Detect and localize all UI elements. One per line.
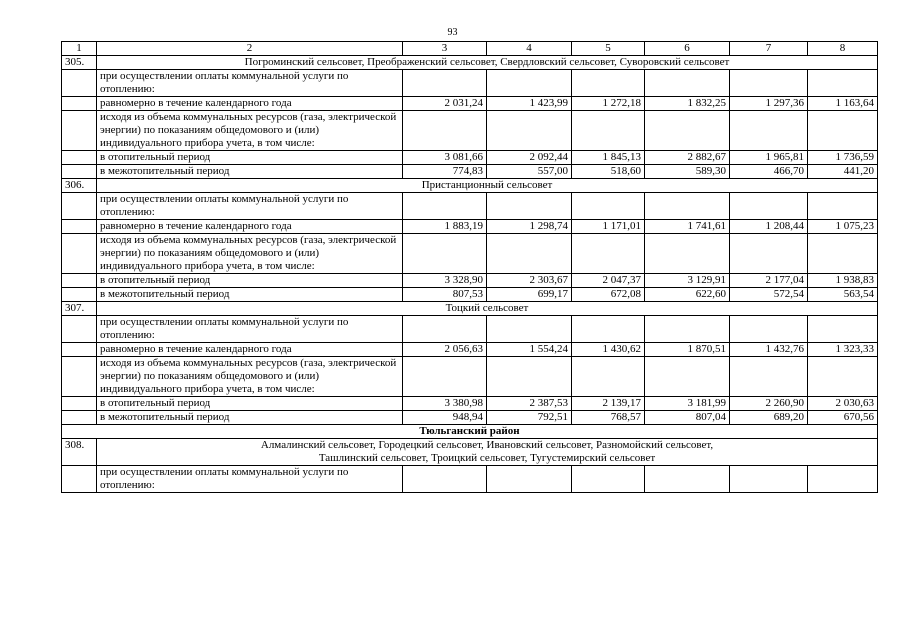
section-title bbox=[97, 439, 878, 466]
tariff-value: 1 430,62 bbox=[572, 343, 645, 357]
empty-cell bbox=[730, 193, 808, 220]
payment-heading-row bbox=[62, 193, 878, 220]
empty-cell bbox=[487, 111, 572, 151]
tariff-value: 1 845,13 bbox=[572, 151, 645, 165]
empty-cell bbox=[62, 70, 97, 97]
tariff-value: 1 297,36 bbox=[730, 97, 808, 111]
column-number-header: 5 bbox=[572, 42, 645, 56]
empty-cell bbox=[572, 193, 645, 220]
tariff-value: 1 870,51 bbox=[645, 343, 730, 357]
empty-cell bbox=[62, 111, 97, 151]
empty-cell bbox=[403, 316, 487, 343]
tariff-value: 3 380,98 bbox=[403, 397, 487, 411]
tariff-value: 699,17 bbox=[487, 288, 572, 302]
empty-cell bbox=[572, 70, 645, 97]
tariff-value: 1 883,19 bbox=[403, 220, 487, 234]
empty-cell bbox=[572, 234, 645, 274]
section-title-row bbox=[62, 302, 878, 316]
tariff-value: 466,70 bbox=[730, 165, 808, 179]
section-title-line: Алмалинский сельсовет, Городецкий сельсовет, Ивановский сельсовет, Разномойский сельсовет, bbox=[260, 439, 714, 451]
empty-cell bbox=[403, 466, 487, 493]
tariff-value: 2 177,04 bbox=[730, 274, 808, 288]
empty-cell bbox=[62, 343, 97, 357]
non-heating-period-row bbox=[62, 288, 878, 302]
row-number: 307. bbox=[62, 302, 97, 316]
tariff-value: 2 056,63 bbox=[403, 343, 487, 357]
row-label: исходя из объема коммунальных ресурсов (газа, электрической энергии) по показаниям общедомового и (или) индивидуального прибора учета, в том числе: bbox=[97, 111, 403, 151]
empty-cell bbox=[808, 234, 878, 274]
empty-cell bbox=[487, 466, 572, 493]
tariff-value: 2 047,37 bbox=[572, 274, 645, 288]
row-label: исходя из объема коммунальных ресурсов (газа, электрической энергии) по показаниям общедомового и (или) индивидуального прибора учета, в том числе: bbox=[97, 234, 403, 274]
row-number: 308. bbox=[62, 439, 97, 466]
column-number-header: 3 bbox=[403, 42, 487, 56]
header-row bbox=[62, 42, 878, 56]
row-label: в отопительный период bbox=[97, 274, 403, 288]
empty-cell bbox=[487, 234, 572, 274]
tariff-value: 807,53 bbox=[403, 288, 487, 302]
tariff-value: 572,54 bbox=[730, 288, 808, 302]
row-label: исходя из объема коммунальных ресурсов (газа, электрической энергии) по показаниям общедомового и (или) индивидуального прибора учета, в том числе: bbox=[97, 357, 403, 397]
empty-cell bbox=[62, 274, 97, 288]
empty-cell bbox=[62, 397, 97, 411]
empty-cell bbox=[572, 466, 645, 493]
empty-cell bbox=[62, 316, 97, 343]
by-volume-heading-row bbox=[62, 357, 878, 397]
tariff-value: 1 163,64 bbox=[808, 97, 878, 111]
empty-cell bbox=[645, 466, 730, 493]
tariff-value: 768,57 bbox=[572, 411, 645, 425]
empty-cell bbox=[645, 357, 730, 397]
uniform-row bbox=[62, 97, 878, 111]
empty-cell bbox=[645, 193, 730, 220]
empty-cell bbox=[403, 70, 487, 97]
empty-cell bbox=[487, 357, 572, 397]
tariff-value: 1 741,61 bbox=[645, 220, 730, 234]
tariff-value: 1 323,33 bbox=[808, 343, 878, 357]
tariff-value: 2 882,67 bbox=[645, 151, 730, 165]
tariff-value: 1 965,81 bbox=[730, 151, 808, 165]
tariff-value: 589,30 bbox=[645, 165, 730, 179]
empty-cell bbox=[62, 165, 97, 179]
payment-heading-row bbox=[62, 466, 878, 493]
tariff-value: 2 092,44 bbox=[487, 151, 572, 165]
empty-cell bbox=[403, 357, 487, 397]
payment-heading-row bbox=[62, 70, 878, 97]
row-label: равномерно в течение календарного года bbox=[97, 220, 403, 234]
tariff-table bbox=[61, 41, 878, 493]
empty-cell bbox=[62, 288, 97, 302]
empty-cell bbox=[645, 70, 730, 97]
tariff-value: 689,20 bbox=[730, 411, 808, 425]
empty-cell bbox=[730, 111, 808, 151]
by-volume-heading-row bbox=[62, 234, 878, 274]
empty-cell bbox=[808, 357, 878, 397]
empty-cell bbox=[645, 234, 730, 274]
empty-cell bbox=[645, 316, 730, 343]
empty-cell bbox=[487, 316, 572, 343]
tariff-value: 441,20 bbox=[808, 165, 878, 179]
uniform-row bbox=[62, 220, 878, 234]
row-number: 305. bbox=[62, 56, 97, 70]
row-label: в отопительный период bbox=[97, 397, 403, 411]
by-volume-heading-row bbox=[62, 111, 878, 151]
empty-cell bbox=[730, 316, 808, 343]
column-number-header: 1 bbox=[62, 42, 97, 56]
column-number-header: 2 bbox=[97, 42, 403, 56]
uniform-row bbox=[62, 343, 878, 357]
tariff-value: 2 031,24 bbox=[403, 97, 487, 111]
row-label: в отопительный период bbox=[97, 151, 403, 165]
section-title-row bbox=[62, 439, 878, 466]
tariff-value: 1 298,74 bbox=[487, 220, 572, 234]
heating-period-row bbox=[62, 274, 878, 288]
row-number: 306. bbox=[62, 179, 97, 193]
tariff-value: 1 272,18 bbox=[572, 97, 645, 111]
section-title: Пристанционный сельсовет bbox=[97, 179, 878, 193]
empty-cell bbox=[730, 466, 808, 493]
tariff-value: 557,00 bbox=[487, 165, 572, 179]
empty-cell bbox=[403, 234, 487, 274]
district-row bbox=[62, 425, 878, 439]
row-label: в межотопительный период bbox=[97, 288, 403, 302]
tariff-value: 792,51 bbox=[487, 411, 572, 425]
tariff-value: 3 328,90 bbox=[403, 274, 487, 288]
empty-cell bbox=[62, 193, 97, 220]
tariff-value: 2 139,17 bbox=[572, 397, 645, 411]
column-number-header: 8 bbox=[808, 42, 878, 56]
empty-cell bbox=[572, 111, 645, 151]
non-heating-period-row bbox=[62, 165, 878, 179]
row-label: при осуществлении оплаты коммунальной услуги по отоплению: bbox=[97, 466, 403, 493]
column-number-header: 7 bbox=[730, 42, 808, 56]
empty-cell bbox=[62, 151, 97, 165]
row-label: при осуществлении оплаты коммунальной услуги по отоплению: bbox=[97, 193, 403, 220]
empty-cell bbox=[62, 97, 97, 111]
heating-period-row bbox=[62, 397, 878, 411]
tariff-value: 1 832,25 bbox=[645, 97, 730, 111]
empty-cell bbox=[403, 111, 487, 151]
tariff-value: 518,60 bbox=[572, 165, 645, 179]
section-title: Тоцкий сельсовет bbox=[97, 302, 878, 316]
empty-cell bbox=[730, 234, 808, 274]
tariff-value: 1 432,76 bbox=[730, 343, 808, 357]
empty-cell bbox=[808, 316, 878, 343]
tariff-value: 1 554,24 bbox=[487, 343, 572, 357]
tariff-value: 622,60 bbox=[645, 288, 730, 302]
non-heating-period-row bbox=[62, 411, 878, 425]
empty-cell bbox=[62, 220, 97, 234]
empty-cell bbox=[62, 411, 97, 425]
district-title: Тюльганский район bbox=[62, 425, 878, 439]
payment-heading-row bbox=[62, 316, 878, 343]
section-title-row bbox=[62, 179, 878, 193]
section-title-line: Ташлинский сельсовет, Троицкий сельсовет, Тугустемирский сельсовет bbox=[318, 452, 656, 464]
row-label: равномерно в течение календарного года bbox=[97, 97, 403, 111]
row-label: при осуществлении оплаты коммунальной услуги по отоплению: bbox=[97, 316, 403, 343]
section-title-row bbox=[62, 56, 878, 70]
empty-cell bbox=[403, 193, 487, 220]
empty-cell bbox=[808, 466, 878, 493]
tariff-value: 1 208,44 bbox=[730, 220, 808, 234]
tariff-value: 1 075,23 bbox=[808, 220, 878, 234]
tariff-value: 2 030,63 bbox=[808, 397, 878, 411]
row-label: в межотопительный период bbox=[97, 165, 403, 179]
tariff-value: 563,54 bbox=[808, 288, 878, 302]
tariff-value: 3 081,66 bbox=[403, 151, 487, 165]
tariff-value: 1 423,99 bbox=[487, 97, 572, 111]
tariff-value: 3 129,91 bbox=[645, 274, 730, 288]
tariff-value: 807,04 bbox=[645, 411, 730, 425]
empty-cell bbox=[808, 193, 878, 220]
tariff-value: 2 303,67 bbox=[487, 274, 572, 288]
column-number-header: 6 bbox=[645, 42, 730, 56]
section-title: Погроминский сельсовет, Преображенский сельсовет, Свердловский сельсовет, Суворовский сельсовет bbox=[97, 56, 878, 70]
tariff-value: 3 181,99 bbox=[645, 397, 730, 411]
tariff-value: 1 171,01 bbox=[572, 220, 645, 234]
tariff-value: 774,83 bbox=[403, 165, 487, 179]
empty-cell bbox=[62, 466, 97, 493]
empty-cell bbox=[62, 357, 97, 397]
page-number: 93 bbox=[447, 27, 458, 38]
empty-cell bbox=[572, 357, 645, 397]
empty-cell bbox=[645, 111, 730, 151]
empty-cell bbox=[572, 316, 645, 343]
column-number-header: 4 bbox=[487, 42, 572, 56]
tariff-value: 1 938,83 bbox=[808, 274, 878, 288]
empty-cell bbox=[62, 234, 97, 274]
tariff-value: 1 736,59 bbox=[808, 151, 878, 165]
tariff-value: 2 387,53 bbox=[487, 397, 572, 411]
empty-cell bbox=[808, 111, 878, 151]
tariff-value: 2 260,90 bbox=[730, 397, 808, 411]
tariff-value: 670,56 bbox=[808, 411, 878, 425]
tariff-value: 948,94 bbox=[403, 411, 487, 425]
empty-cell bbox=[730, 357, 808, 397]
tariff-value: 672,08 bbox=[572, 288, 645, 302]
empty-cell bbox=[730, 70, 808, 97]
heating-period-row bbox=[62, 151, 878, 165]
empty-cell bbox=[808, 70, 878, 97]
empty-cell bbox=[487, 70, 572, 97]
row-label: при осуществлении оплаты коммунальной услуги по отоплению: bbox=[97, 70, 403, 97]
row-label: в межотопительный период bbox=[97, 411, 403, 425]
empty-cell bbox=[487, 193, 572, 220]
row-label: равномерно в течение календарного года bbox=[97, 343, 403, 357]
